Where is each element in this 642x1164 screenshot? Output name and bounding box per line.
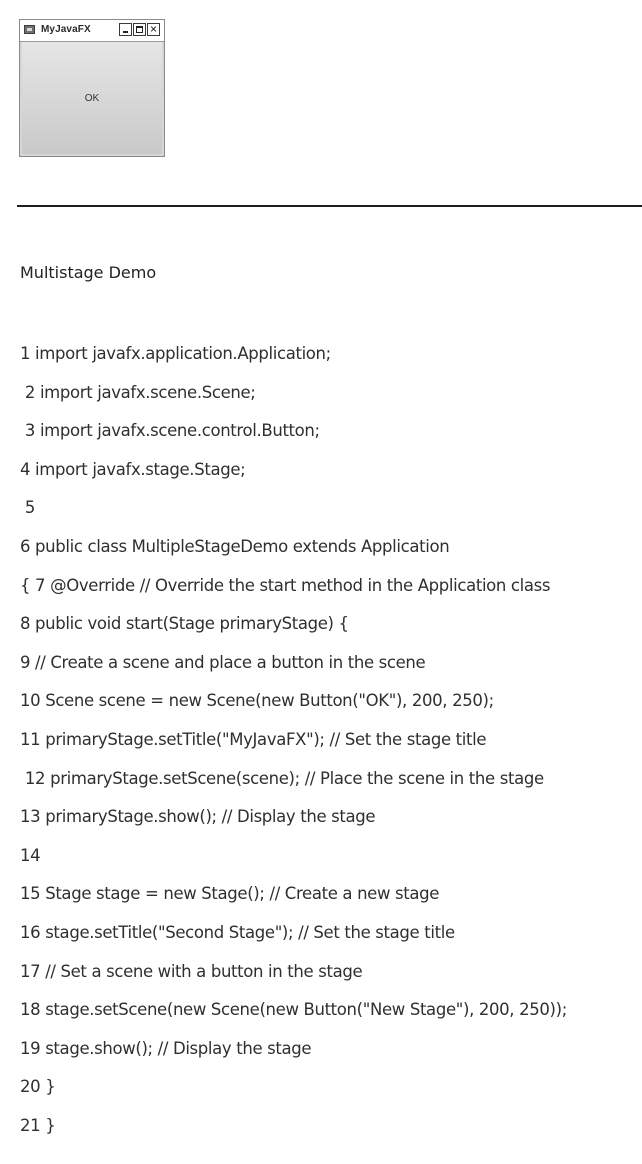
window-controls xyxy=(118,23,160,36)
close-icon[interactable]: × xyxy=(147,23,160,36)
code-line-21: 21 } xyxy=(20,1115,56,1135)
code-line-11: 11 primaryStage.setTitle("MyJavaFX"); // Set the stage title xyxy=(20,729,487,749)
code-line-12: 12 primaryStage.setScene(scene); // Place the scene in the stage xyxy=(20,768,544,788)
code-line-1: 1 import javafx.application.Application; xyxy=(20,344,331,363)
code-line-19: 19 stage.show(); // Display the stage xyxy=(20,1038,312,1058)
minimize-icon[interactable] xyxy=(119,23,132,36)
page-heading: Multistage Demo xyxy=(20,263,157,282)
code-line-14: 14 xyxy=(20,845,41,865)
code-line-15: 15 Stage stage = new Stage(); // Create a new stage xyxy=(20,884,440,904)
code-line-3: 3 import javafx.scene.control.Button; xyxy=(20,421,320,441)
code-line-8: 8 public void start(Stage primaryStage) { xyxy=(20,614,349,634)
code-line-16: 16 stage.setTitle("Second Stage"); // Set the stage title xyxy=(20,922,455,942)
code-line-17: 17 // Set a scene with a button in the stage xyxy=(20,961,363,981)
window-title: MyJavaFX xyxy=(41,24,91,35)
code-line-20: 20 } xyxy=(20,1077,56,1097)
code-line-6: 6 public class MultipleStageDemo extends Application xyxy=(20,536,450,556)
code-line-13: 13 primaryStage.show(); // Display the stage xyxy=(20,807,376,827)
code-listing xyxy=(20,342,567,1152)
code-line-10: 10 Scene scene = new Scene(new Button("OK"), 200, 250); xyxy=(20,691,494,711)
divider-rule xyxy=(17,205,642,207)
window-titlebar xyxy=(20,20,164,42)
ok-button[interactable]: OK xyxy=(22,42,162,154)
maximize-icon[interactable] xyxy=(133,23,146,36)
code-line-18: 18 stage.setScene(new Scene(new Button("New Stage"), 200, 250)); xyxy=(20,1000,567,1020)
app-window-icon xyxy=(24,25,35,34)
code-line-7: { 7 @Override // Override the start method in the Application class xyxy=(20,575,551,595)
code-line-4: 4 import javafx.stage.Stage; xyxy=(20,459,246,479)
code-line-2: 2 import javafx.scene.Scene; xyxy=(20,382,256,402)
code-line-9: 9 // Create a scene and place a button in the scene xyxy=(20,652,426,672)
javafx-window xyxy=(19,19,165,157)
code-line-5: 5 xyxy=(20,498,36,518)
window-content xyxy=(22,42,162,154)
